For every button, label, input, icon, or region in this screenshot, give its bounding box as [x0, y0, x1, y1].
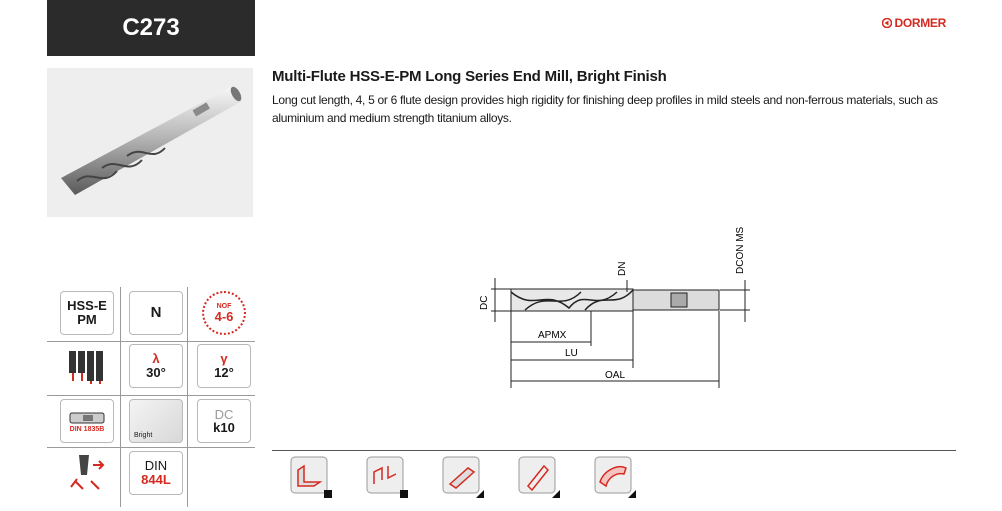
product-description: Long cut length, 4, 5 or 6 flute design provides high rigidity for finishing deep profiles in mild steels and non-ferrous materials, such as aluminium and medium strength titanium alloys.: [272, 93, 938, 125]
oal-label: OAL: [605, 370, 626, 381]
product-photo: [47, 68, 253, 217]
cutting-direction-icon: [67, 453, 107, 493]
apmx-label: APMX: [538, 330, 567, 341]
dc-label: DC: [479, 295, 490, 310]
rake-cell: [197, 344, 251, 388]
din-cell: [129, 451, 183, 495]
nof-label: NOF: [216, 302, 232, 310]
applications-divider: [272, 450, 956, 451]
flutes-icon: [67, 347, 107, 385]
tolerance-cell: [197, 399, 251, 443]
nof-cell: [197, 291, 251, 335]
din-label: DIN: [144, 458, 168, 473]
grid-divider: [47, 395, 255, 396]
dormer-logo-icon: [882, 18, 892, 28]
slotting-icon: [366, 456, 408, 498]
helix-symbol: λ: [152, 351, 160, 366]
nof-badge-icon: [202, 291, 246, 335]
shank-cell: [60, 399, 114, 443]
product-title: Multi-Flute HSS-E-PM Long Series End Mill, Bright Finish: [272, 68, 667, 85]
tool-type-cell: [129, 291, 183, 335]
technical-drawing: [465, 218, 765, 388]
brand-name: DORMER: [894, 16, 946, 30]
brand-logo: [882, 16, 946, 30]
nof-value: 4-6: [214, 308, 234, 324]
rake-symbol: γ: [220, 351, 228, 366]
slotting-deep-icon: [290, 456, 332, 498]
shank-icon: [67, 410, 107, 426]
helix-value: 30°: [146, 365, 166, 380]
lu-label: LU: [565, 348, 578, 359]
tool-type-label: N: [150, 304, 162, 321]
flutes-cell: [60, 344, 114, 388]
dcon-label: DCON MS: [735, 226, 746, 274]
rake-value: 12°: [214, 365, 234, 380]
grid-divider: [187, 287, 188, 507]
helix-cell: [129, 344, 183, 388]
grid-divider: [47, 341, 255, 342]
tolerance-value: k10: [213, 419, 235, 435]
grid-divider: [120, 287, 121, 507]
product-code: C273: [47, 0, 255, 56]
din-value: 844L: [141, 472, 171, 487]
shank-standard: DIN 1835B: [69, 425, 105, 433]
profiling-icon: [518, 456, 560, 498]
attribute-grid: [47, 287, 255, 507]
material-cell: [60, 291, 114, 335]
finish-label: Bright: [134, 432, 153, 439]
tolerance-label: DC: [214, 406, 234, 422]
side-milling-icon: [442, 456, 484, 498]
ramping-icon: [594, 456, 636, 498]
grid-divider: [47, 447, 255, 448]
coolant-cell: [60, 451, 114, 495]
finish-cell: [129, 399, 183, 443]
dn-label: DN: [617, 261, 628, 276]
material-label: HSS-E PM: [67, 298, 107, 327]
